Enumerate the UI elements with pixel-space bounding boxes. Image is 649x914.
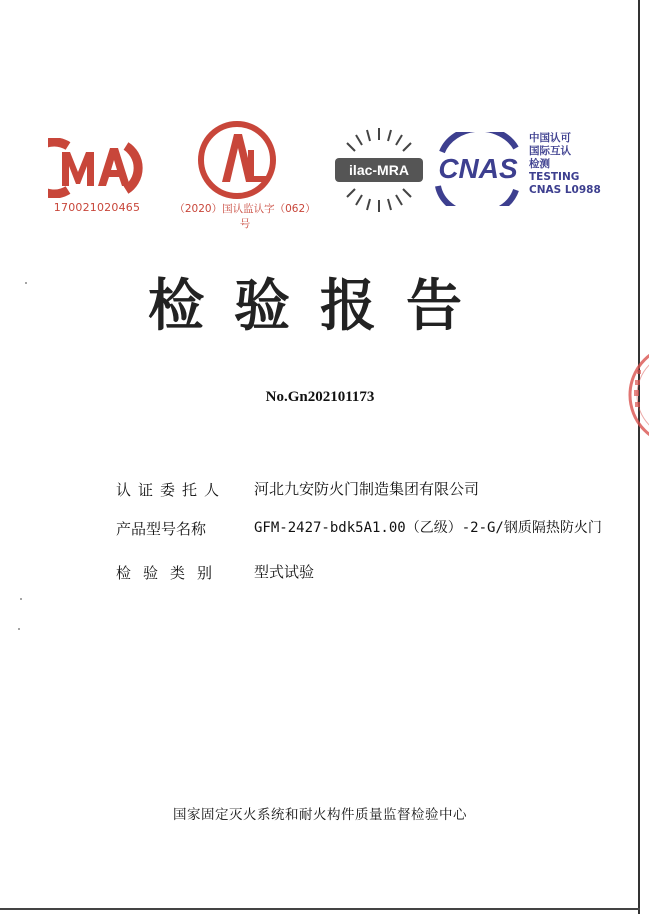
inspection-type-label: 检验类别 [116,564,225,582]
page-edge-right [638,0,640,914]
official-seal-icon [618,340,649,450]
issuing-organization: 国家固定灭火系统和耐火构件质量监督检验中心 [173,807,467,823]
report-title: 检验报告 [148,273,492,339]
cnas-line: TESTING [529,171,580,183]
svg-text:CNAS: CNAS [438,153,518,184]
report-number: No.Gn202101173 [265,389,375,405]
inspection-type-value: 型式试验 [254,563,315,581]
page-edge-bottom [0,908,640,910]
cal-logo-icon [192,120,282,200]
cnas-line: 检测 [529,158,550,170]
cma-code: 170021020465 [53,201,141,214]
client-value: 河北九安防火门制造集团有限公司 [254,480,480,498]
scan-speck [20,598,22,600]
client-label: 认证委托人 [116,481,227,499]
cnas-line: 中国认可 [529,132,571,144]
cnas-logo-icon [424,132,530,206]
product-label: 产品型号名称 [116,520,207,538]
ilac-mra-logo-icon [333,124,425,216]
cma-logo-icon [48,138,146,198]
cnas-line: CNAS L0988 [529,184,601,196]
scan-speck [25,282,27,284]
cnas-caption [529,132,601,197]
cnas-line: 国际互认 [529,145,571,157]
scan-speck [18,628,20,630]
cal-code: （2020）国认监认字（062）号 [174,203,316,230]
svg-text:ilac-MRA: ilac-MRA [349,162,409,178]
product-value: GFM-2427-bdk5A1.00（乙级）-2-G/钢质隔热防火门 [254,520,602,536]
